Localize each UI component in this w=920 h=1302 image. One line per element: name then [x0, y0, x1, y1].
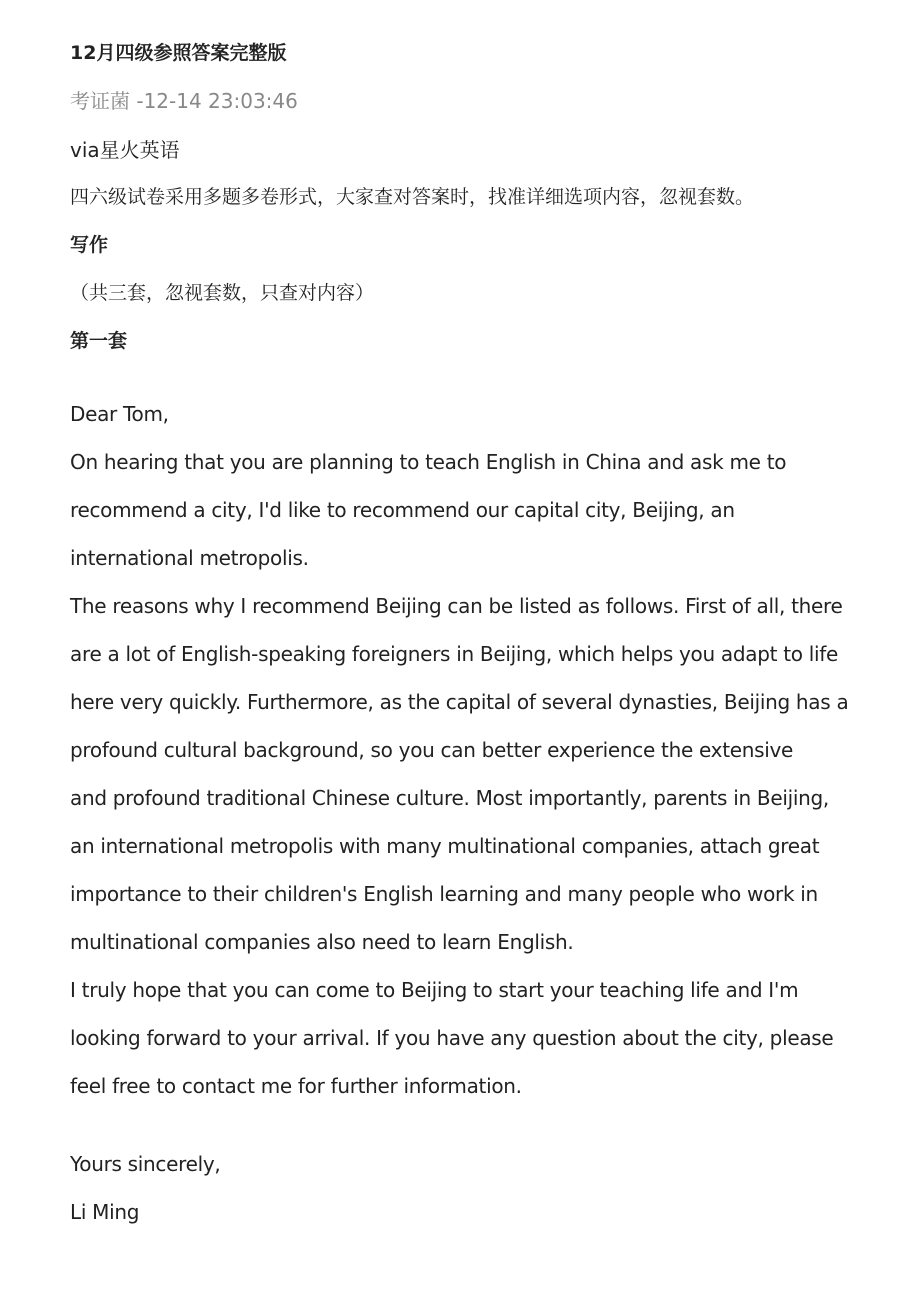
source-line: via星火英语: [70, 138, 180, 162]
letter-line: looking forward to your arrival. If you have any question about the city, please: [70, 1026, 834, 1050]
letter-greeting: Dear Tom,: [70, 402, 169, 426]
letter-line: an international metropolis with many multinational companies, attach great: [70, 834, 820, 858]
letter-line: importance to their children's English learning and many people who work in: [70, 882, 818, 906]
letter-line: international metropolis.: [70, 546, 309, 570]
letter-line: are a lot of English-speaking foreigners in Beijing, which helps you adapt to life: [70, 642, 839, 666]
letter-body: [70, 390, 848, 1236]
letter-line: I truly hope that you can come to Beijing to start your teaching life and I'm: [70, 978, 799, 1002]
article-title: 12月四级参照答案完整版: [70, 42, 287, 64]
letter-line: and profound traditional Chinese culture. Most importantly, parents in Beijing,: [70, 786, 829, 810]
letter-line: On hearing that you are planning to teach English in China and ask me to: [70, 450, 787, 474]
letter-signature: Li Ming: [70, 1200, 140, 1224]
set-title: 第一套: [70, 330, 128, 352]
section-note: （共三套，忽视套数，只查对内容）: [70, 282, 375, 304]
letter-line: The reasons why I recommend Beijing can be listed as follows. First of all, there: [70, 594, 843, 618]
letter-line: recommend a city, I'd like to recommend our capital city, Beijing, an: [70, 498, 735, 522]
article-meta: 考证菌 -12-14 23:03:46: [70, 89, 298, 113]
letter-line: multinational companies also need to learn English.: [70, 930, 574, 954]
section-heading: 写作: [70, 234, 109, 256]
intro-text: 四六级试卷采用多题多卷形式，大家查对答案时，找准详细选项内容，忽视套数。: [70, 186, 755, 208]
letter-closing: Yours sincerely,: [70, 1152, 221, 1176]
letter-line: profound cultural background, so you can better experience the extensive: [70, 738, 794, 762]
letter-line: here very quickly. Furthermore, as the capital of several dynasties, Beijing has a: [70, 690, 849, 714]
letter-line: feel free to contact me for further information.: [70, 1074, 522, 1098]
